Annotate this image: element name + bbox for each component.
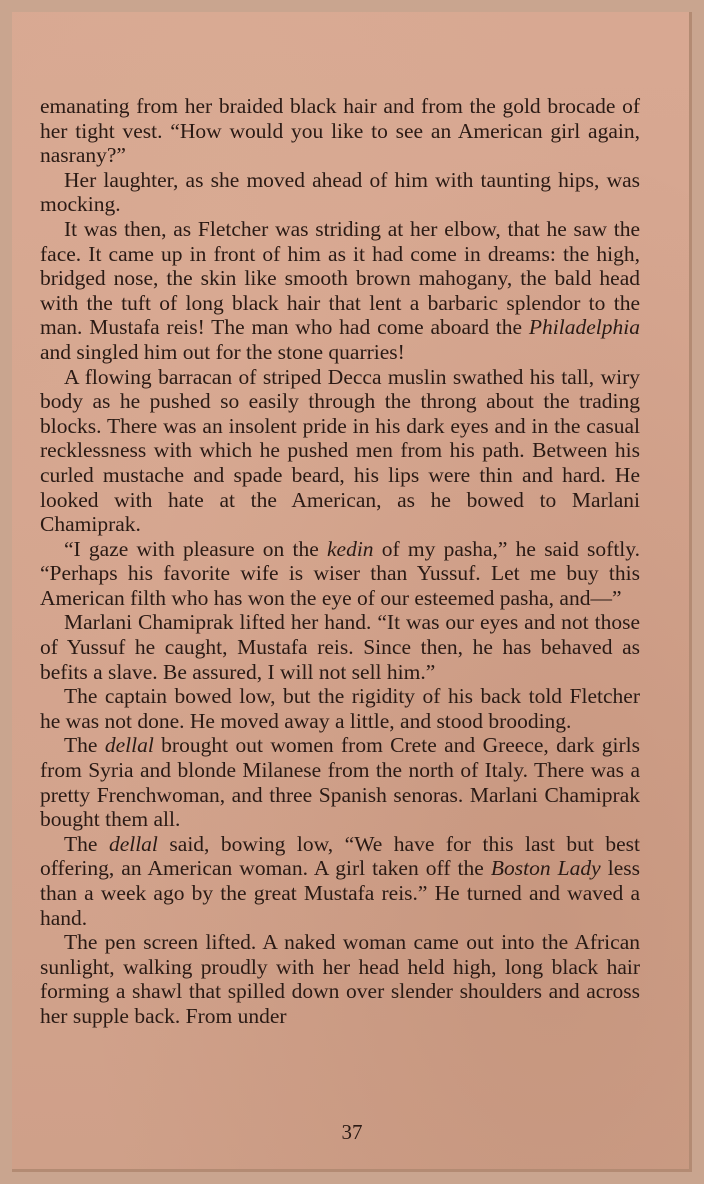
- italic-text: Philadelphia: [528, 315, 640, 340]
- italic-text: kedin: [327, 536, 374, 561]
- book-page: [12, 12, 692, 1172]
- text-run: brought out women from Crete and Greece, dark girls from Syria and blonde Milanese from the north of Italy. There was a pretty Frenchwoman, and three Spanish senoras. Marlani Chamiprak bought them all.: [40, 733, 640, 832]
- paragraph: [40, 610, 640, 684]
- text-run: “I gaze with pleasure on the: [64, 536, 327, 561]
- text-run: of my pasha,” he said softly. “Perhaps his favorite wife is wiser than Yussuf. Let me buy this American filth who has won the eye of our esteemed pasha, and—”: [40, 536, 640, 610]
- paragraph: [40, 684, 640, 733]
- italic-text: Boston Lady: [490, 856, 601, 881]
- text-run: Her laughter, as she moved ahead of him with taunting hips, was mocking.: [40, 167, 640, 217]
- text-run: The pen screen lifted. A naked woman came out into the African sunlight, walking proudly with her head held high, long black hair forming a shawl that spilled down over slender shoulders and across her supple back. From under: [40, 930, 640, 1028]
- text-run: The: [64, 831, 109, 856]
- body-text: [40, 94, 640, 1029]
- paragraph: [40, 168, 640, 217]
- paragraph: [40, 365, 640, 537]
- text-run: The: [64, 733, 105, 758]
- paragraph: [40, 832, 640, 930]
- text-run: A flowing barracan of striped Decca muslin swathed his tall, wiry body as he pushed so easily through the throng about the trading blocks. There was an insolent pride in his dark eyes and in the casual recklessness with which he pushed men from his path. Between his curled mustache and spade beard, his lips were thin and hard. He looked with hate at the American, as he bowed to Marlani Chamiprak.: [40, 364, 640, 537]
- paragraph: [40, 733, 640, 831]
- italic-text: dellal: [104, 733, 154, 758]
- text-run: Marlani Chamiprak lifted her hand. “It was our eyes and not those of Yussuf he caught, Mustafa reis. Since then, he has behaved as befits a slave. Be assured, I will not sell him.”: [40, 610, 640, 684]
- text-run: emanating from her braided black hair and from the gold brocade of her tight vest. “How would you like to see an American girl again, nasrany?”: [40, 94, 640, 168]
- text-run: less than a week ago by the great Mustafa reis.” He turned and waved a hand.: [40, 856, 640, 930]
- text-run: said, bowing low, “We have for this last but best offering, an American woman. A girl taken off the: [40, 831, 640, 881]
- paragraph: [40, 217, 640, 365]
- text-run: The captain bowed low, but the rigidity of his back told Fletcher he was not done. He moved away a little, and stood brooding.: [40, 684, 640, 733]
- text-run: It was then, as Fletcher was striding at her elbow, that he saw the face. It came up in front of him as it had come in dreams: the high, bridged nose, the skin like smooth brown mahogany, the bald head with the tuft of long black hair that lent a barbaric splendor to the man. Mustafa reis! The man who had come aboard the: [40, 216, 640, 340]
- paragraph: [40, 930, 640, 1028]
- paragraph: [40, 537, 640, 611]
- paragraph: [40, 94, 640, 168]
- text-run: and singled him out for the stone quarries!: [40, 339, 405, 364]
- page-number: 37: [341, 1120, 363, 1144]
- italic-text: dellal: [108, 831, 158, 856]
